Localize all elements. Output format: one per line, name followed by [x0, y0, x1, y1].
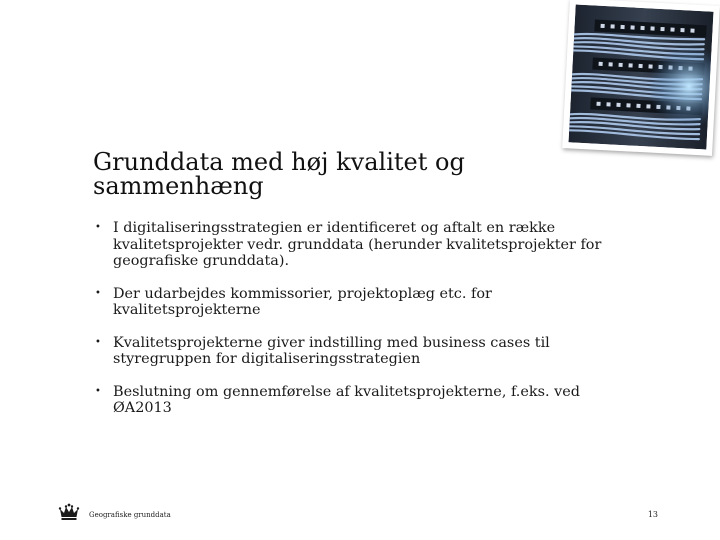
bullet-item	[95, 286, 635, 319]
bullet-dot: •	[95, 385, 101, 397]
bullet-dot: •	[95, 336, 101, 348]
bullet-item	[95, 335, 635, 368]
bullet-text: I digitaliseringsstrategien er identificeret og aftalt en række kvalitetsprojekter vedr. grunddata (herunder kvalitetsprojekter for geografiske grunddata).	[113, 220, 602, 269]
footer-label: Geografiske grunddata	[89, 511, 171, 519]
network-cables-photo	[562, 0, 720, 156]
bullet-dot: •	[95, 287, 101, 299]
bullet-text: Kvalitetsprojekterne giver indstilling med business cases til styregruppen for digitaliseringsstrategien	[113, 334, 550, 367]
bullet-dot: •	[95, 222, 101, 233]
bullet-list	[95, 220, 635, 417]
network-cables-image	[568, 4, 713, 149]
bullet-item	[95, 220, 635, 270]
slide-title: Grunddata med høj kvalitet og sammenhæng	[93, 148, 465, 200]
crown-icon	[58, 503, 80, 523]
bullet-text: Der udarbejdes kommissorier, projektoplæg etc. for kvalitetsprojekterne	[113, 285, 492, 318]
bullet-text: Beslutning om gennemførelse af kvalitetsprojekterne, f.eks. ved ØA2013	[113, 383, 580, 416]
bullet-item	[95, 384, 635, 417]
page-number: 13	[647, 510, 658, 519]
